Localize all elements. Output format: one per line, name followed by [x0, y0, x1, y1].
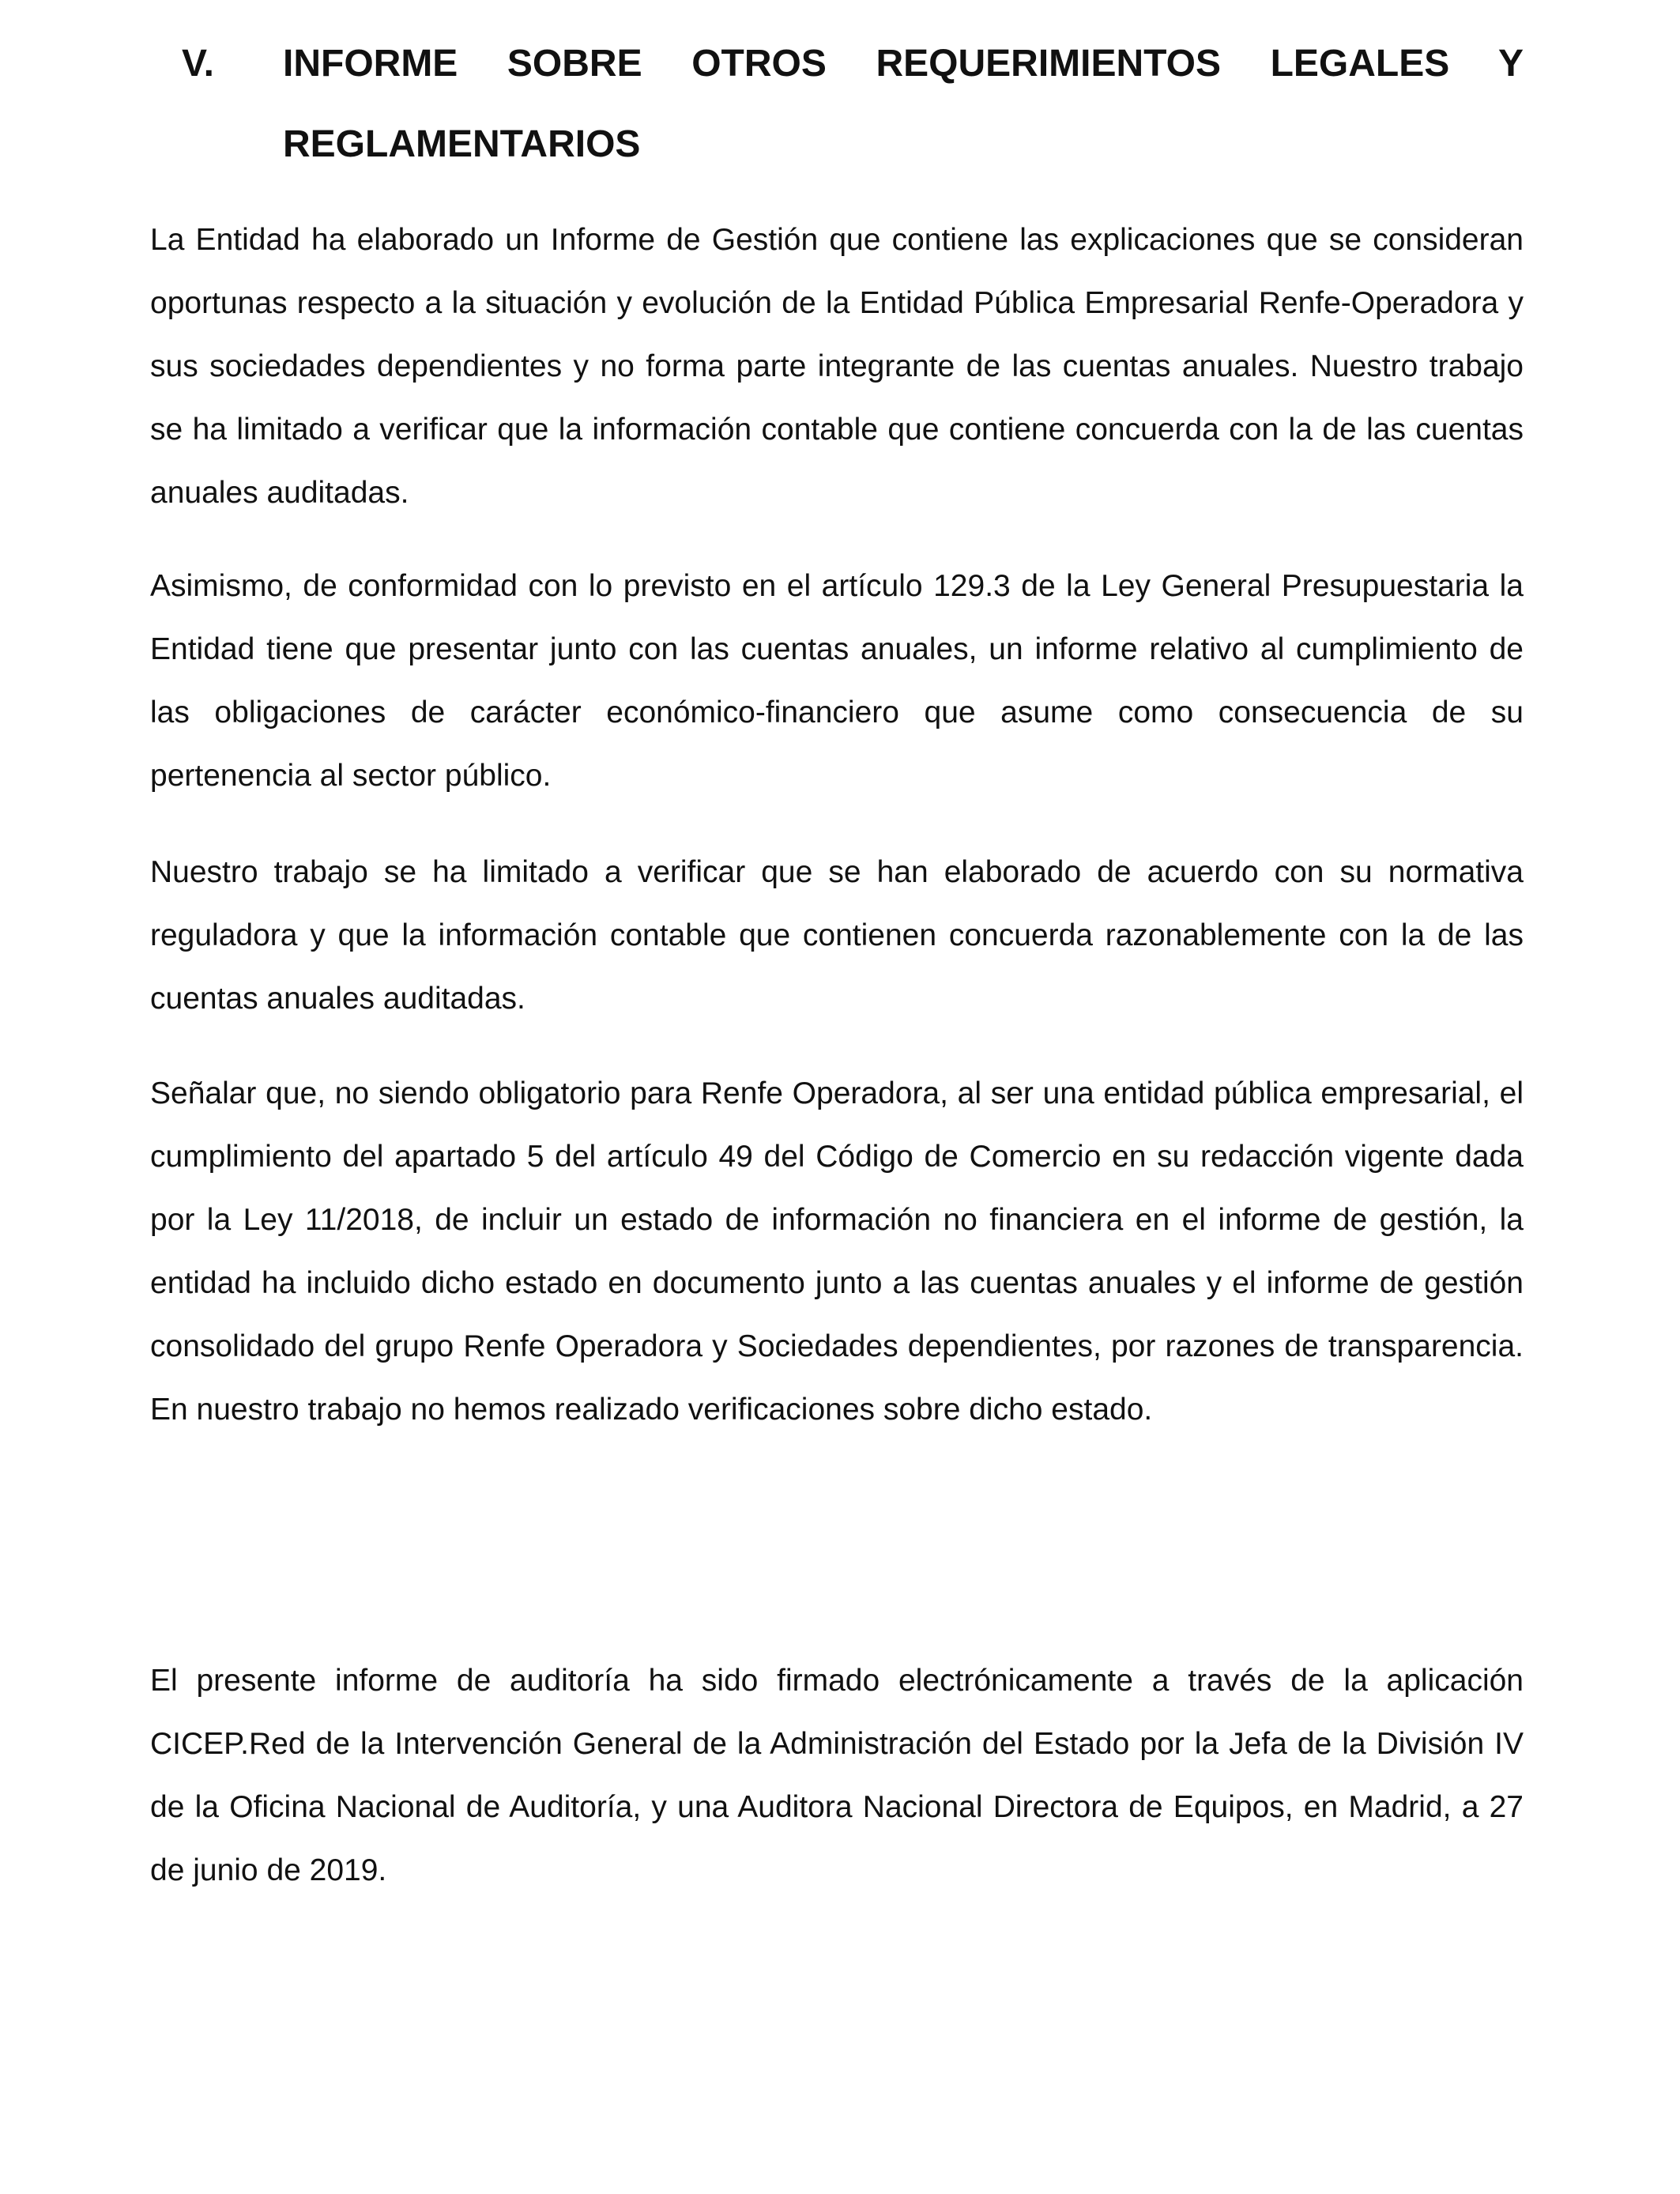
- section-number: V.: [182, 43, 214, 85]
- section-title: [283, 24, 1524, 185]
- paragraph-signature-statement: El presente informe de auditoría ha sido firmado electrónicamente a través de la aplicación CICEP.Red de la Intervención General de la Administración del Estado por la Jefa de la División IV de la Oficina Nacional de Auditoría, y una Auditora Nacional Directora de Equipos, en Madrid, a 27 de junio de 2019.: [150, 1664, 1524, 1887]
- paragraph-budget-law-report: Asimismo, de conformidad con lo previsto en el artículo 129.3 de la Ley General Presupuestaria la Entidad tiene que presentar junto con las cuentas anuales, un informe relativo al cumplimiento de las obligaciones de carácter económico-financiero que asume como consecuencia de su pertenencia al sector público.: [150, 569, 1524, 793]
- paragraph-management-report: La Entidad ha elaborado un Informe de Gestión que contiene las explicaciones que se consideran oportunas respecto a la situación y evolución de la Entidad Pública Empresarial Renfe-Operadora y sus sociedades dependientes y no forma parte integrante de las cuentas anuales. Nuestro trabajo se ha limitado a verificar que la información contable que contiene concuerda con la de las cuentas anuales auditadas.: [150, 223, 1524, 510]
- paragraph-non-financial-info: Señalar que, no siendo obligatorio para Renfe Operadora, al ser una entidad pública empresarial, el cumplimiento del apartado 5 del artículo 49 del Código de Comercio en su redacción vigente dada por la Ley 11/2018, de incluir un estado de información no financiera en el informe de gestión, la entidad ha incluido dicho estado en documento junto a las cuentas anuales y el informe de gestión consolidado del grupo Renfe Operadora y Sociedades dependientes, por razones de transparencia. En nuestro trabajo no hemos realizado verificaciones sobre dicho estado.: [150, 1076, 1524, 1427]
- section-title-line-2: REGLAMENTARIOS: [283, 123, 641, 165]
- section-title-line-1: INFORME SOBRE OTROS REQUERIMIENTOS LEGALES Y: [283, 43, 1524, 85]
- paragraph-work-scope: Nuestro trabajo se ha limitado a verificar que se han elaborado de acuerdo con su normativa reguladora y que la información contable que contienen concuerda razonablemente con la de las cuentas anuales auditadas.: [150, 855, 1524, 1016]
